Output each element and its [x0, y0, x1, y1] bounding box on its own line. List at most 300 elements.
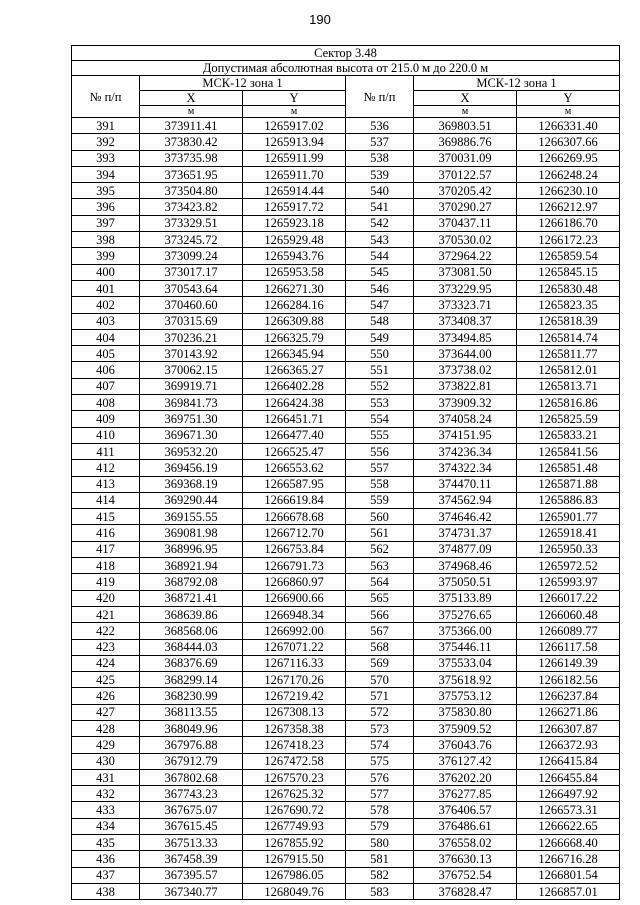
x-left: 373329.51: [140, 215, 243, 231]
point-number-left: 417: [72, 541, 140, 557]
y-right: 1266372.93: [517, 737, 620, 753]
column-header-x-left: X: [140, 91, 243, 106]
y-left: 1266271.30: [243, 280, 346, 296]
x-right: 376127.42: [414, 753, 517, 769]
point-number-left: 413: [72, 476, 140, 492]
table-row: [72, 623, 620, 639]
x-left: 367675.07: [140, 802, 243, 818]
y-right: 1266331.40: [517, 118, 620, 134]
y-left: 1267690.72: [243, 802, 346, 818]
point-number-left: 437: [72, 867, 140, 883]
x-left: 369532.20: [140, 443, 243, 459]
x-left: 367743.23: [140, 786, 243, 802]
y-left: 1265917.72: [243, 199, 346, 215]
y-right: 1265950.33: [517, 541, 620, 557]
x-right: 376558.02: [414, 835, 517, 851]
point-number-right: 563: [346, 558, 414, 574]
x-right: 370290.27: [414, 199, 517, 215]
y-right: 1265830.48: [517, 280, 620, 296]
x-left: 369290.44: [140, 492, 243, 508]
point-number-left: 406: [72, 362, 140, 378]
column-header-y-right: Y: [517, 91, 620, 106]
y-right: 1266017.22: [517, 590, 620, 606]
x-left: 370143.92: [140, 346, 243, 362]
y-left: 1265917.02: [243, 118, 346, 134]
point-number-right: 554: [346, 411, 414, 427]
x-left: 368568.06: [140, 623, 243, 639]
point-number-left: 404: [72, 329, 140, 345]
point-number-right: 555: [346, 427, 414, 443]
point-number-right: 550: [346, 346, 414, 362]
x-right: 374236.34: [414, 443, 517, 459]
table-row: [72, 818, 620, 834]
table-row: [72, 606, 620, 622]
point-number-right: 562: [346, 541, 414, 557]
point-number-right: 540: [346, 183, 414, 199]
table-row: [72, 720, 620, 736]
x-right: 375050.51: [414, 574, 517, 590]
table-row: [72, 525, 620, 541]
y-left: 1266402.28: [243, 378, 346, 394]
point-number-right: 578: [346, 802, 414, 818]
point-number-right: 568: [346, 639, 414, 655]
point-number-right: 576: [346, 769, 414, 785]
y-right: 1265818.39: [517, 313, 620, 329]
x-left: 373423.82: [140, 199, 243, 215]
y-right: 1265813.71: [517, 378, 620, 394]
point-number-left: 431: [72, 769, 140, 785]
coordinates-table: [71, 45, 620, 900]
x-left: 373735.98: [140, 150, 243, 166]
table-row: [72, 411, 620, 427]
unit-y-right: м: [517, 106, 620, 118]
x-left: 369456.19: [140, 460, 243, 476]
point-number-right: 537: [346, 134, 414, 150]
x-left: 369751.30: [140, 411, 243, 427]
x-left: 373099.24: [140, 248, 243, 264]
point-number-left: 416: [72, 525, 140, 541]
y-right: 1266186.70: [517, 215, 620, 231]
table-row: [72, 248, 620, 264]
table-row: [72, 232, 620, 248]
x-right: 374058.24: [414, 411, 517, 427]
y-left: 1265913.94: [243, 134, 346, 150]
x-left: 368639.86: [140, 606, 243, 622]
x-left: 367802.68: [140, 769, 243, 785]
point-number-left: 424: [72, 655, 140, 671]
y-left: 1266587.95: [243, 476, 346, 492]
x-right: 374322.34: [414, 460, 517, 476]
point-number-right: 561: [346, 525, 414, 541]
y-left: 1267116.33: [243, 655, 346, 671]
point-number-right: 553: [346, 395, 414, 411]
x-left: 369155.55: [140, 509, 243, 525]
y-right: 1266801.54: [517, 867, 620, 883]
y-right: 1266573.31: [517, 802, 620, 818]
point-number-left: 396: [72, 199, 140, 215]
y-right: 1266307.87: [517, 720, 620, 736]
point-number-right: 542: [346, 215, 414, 231]
table-row: [72, 329, 620, 345]
point-number-left: 407: [72, 378, 140, 394]
point-number-right: 567: [346, 623, 414, 639]
y-right: 1266237.84: [517, 688, 620, 704]
y-left: 1266678.68: [243, 509, 346, 525]
x-right: 374562.94: [414, 492, 517, 508]
point-number-right: 545: [346, 264, 414, 280]
point-number-right: 538: [346, 150, 414, 166]
y-right: 1266212.97: [517, 199, 620, 215]
table-row: [72, 362, 620, 378]
point-number-right: 548: [346, 313, 414, 329]
y-left: 1267170.26: [243, 672, 346, 688]
point-number-right: 574: [346, 737, 414, 753]
x-right: 374877.09: [414, 541, 517, 557]
point-number-left: 438: [72, 883, 140, 899]
y-right: 1266269.95: [517, 150, 620, 166]
table-row: [72, 150, 620, 166]
y-left: 1265943.76: [243, 248, 346, 264]
x-left: 370315.69: [140, 313, 243, 329]
point-number-left: 435: [72, 835, 140, 851]
x-left: 368792.08: [140, 574, 243, 590]
point-number-right: 559: [346, 492, 414, 508]
point-number-left: 427: [72, 704, 140, 720]
y-left: 1266451.71: [243, 411, 346, 427]
table-row: [72, 134, 620, 150]
y-left: 1266525.47: [243, 443, 346, 459]
table-row: [72, 280, 620, 296]
x-left: 367458.39: [140, 851, 243, 867]
y-right: 1265811.77: [517, 346, 620, 362]
x-left: 369919.71: [140, 378, 243, 394]
table-row: [72, 867, 620, 883]
x-left: 368921.94: [140, 558, 243, 574]
x-right: 376486.61: [414, 818, 517, 834]
table-row: [72, 883, 620, 899]
y-left: 1266948.34: [243, 606, 346, 622]
unit-y-left: м: [243, 106, 346, 118]
y-left: 1265914.44: [243, 183, 346, 199]
point-number-right: 570: [346, 672, 414, 688]
y-left: 1267071.22: [243, 639, 346, 655]
y-right: 1266271.86: [517, 704, 620, 720]
crs-header-left: МСК-12 зона 1: [140, 76, 346, 91]
table-row: [72, 769, 620, 785]
x-right: 375830.80: [414, 704, 517, 720]
table-row: [72, 655, 620, 671]
point-number-left: 419: [72, 574, 140, 590]
point-number-right: 558: [346, 476, 414, 492]
point-number-left: 414: [72, 492, 140, 508]
x-right: 375276.65: [414, 606, 517, 622]
y-right: 1266230.10: [517, 183, 620, 199]
point-number-left: 391: [72, 118, 140, 134]
y-right: 1266149.39: [517, 655, 620, 671]
x-left: 368721.41: [140, 590, 243, 606]
y-left: 1266553.62: [243, 460, 346, 476]
table-row: [72, 558, 620, 574]
y-right: 1265845.15: [517, 264, 620, 280]
point-number-right: 580: [346, 835, 414, 851]
y-right: 1266668.40: [517, 835, 620, 851]
y-right: 1266622.65: [517, 818, 620, 834]
table-row: [72, 835, 620, 851]
point-number-left: 432: [72, 786, 140, 802]
x-left: 370062.15: [140, 362, 243, 378]
x-right: 376752.54: [414, 867, 517, 883]
x-right: 376043.76: [414, 737, 517, 753]
y-right: 1266497.92: [517, 786, 620, 802]
y-right: 1266415.84: [517, 753, 620, 769]
x-left: 368113.55: [140, 704, 243, 720]
y-left: 1267625.32: [243, 786, 346, 802]
x-right: 374968.46: [414, 558, 517, 574]
x-right: 375133.89: [414, 590, 517, 606]
y-left: 1267472.58: [243, 753, 346, 769]
table-row: [72, 786, 620, 802]
x-right: 376828.47: [414, 883, 517, 899]
x-right: 370205.42: [414, 183, 517, 199]
y-left: 1265911.99: [243, 150, 346, 166]
x-right: 376202.20: [414, 769, 517, 785]
y-right: 1265851.48: [517, 460, 620, 476]
y-left: 1267986.05: [243, 867, 346, 883]
point-number-right: 544: [346, 248, 414, 264]
x-right: 374470.11: [414, 476, 517, 492]
y-left: 1266325.79: [243, 329, 346, 345]
column-header-number-left: № п/п: [72, 76, 140, 118]
point-number-right: 564: [346, 574, 414, 590]
point-number-right: 579: [346, 818, 414, 834]
x-right: 369886.76: [414, 134, 517, 150]
point-number-right: 539: [346, 166, 414, 182]
x-left: 368049.96: [140, 720, 243, 736]
point-number-left: 423: [72, 639, 140, 655]
x-right: 375909.52: [414, 720, 517, 736]
x-left: 369841.73: [140, 395, 243, 411]
point-number-left: 426: [72, 688, 140, 704]
point-number-right: 565: [346, 590, 414, 606]
y-left: 1266284.16: [243, 297, 346, 313]
point-number-left: 420: [72, 590, 140, 606]
y-right: 1265859.54: [517, 248, 620, 264]
point-number-left: 393: [72, 150, 140, 166]
point-number-right: 560: [346, 509, 414, 525]
y-right: 1265823.35: [517, 297, 620, 313]
point-number-left: 409: [72, 411, 140, 427]
x-right: 375618.92: [414, 672, 517, 688]
y-left: 1266992.00: [243, 623, 346, 639]
x-left: 367976.88: [140, 737, 243, 753]
x-left: 373017.17: [140, 264, 243, 280]
point-number-left: 392: [72, 134, 140, 150]
x-left: 367513.33: [140, 835, 243, 851]
point-number-right: 552: [346, 378, 414, 394]
x-right: 370437.11: [414, 215, 517, 231]
point-number-right: 547: [346, 297, 414, 313]
column-header-y-left: Y: [243, 91, 346, 106]
point-number-left: 402: [72, 297, 140, 313]
table-row: [72, 118, 620, 134]
x-left: 373245.72: [140, 232, 243, 248]
point-number-right: 546: [346, 280, 414, 296]
table-row: [72, 704, 620, 720]
point-number-left: 408: [72, 395, 140, 411]
y-left: 1267749.93: [243, 818, 346, 834]
unit-x-right: м: [414, 106, 517, 118]
y-right: 1266182.56: [517, 672, 620, 688]
table-row: [72, 541, 620, 557]
y-left: 1265929.48: [243, 232, 346, 248]
x-right: 370530.02: [414, 232, 517, 248]
point-number-left: 428: [72, 720, 140, 736]
y-left: 1266309.88: [243, 313, 346, 329]
y-left: 1267219.42: [243, 688, 346, 704]
point-number-right: 572: [346, 704, 414, 720]
table-row: [72, 427, 620, 443]
y-left: 1266791.73: [243, 558, 346, 574]
point-number-right: 581: [346, 851, 414, 867]
point-number-left: 395: [72, 183, 140, 199]
x-right: 375533.04: [414, 655, 517, 671]
y-right: 1266455.84: [517, 769, 620, 785]
sector-title: Сектор 3.48: [72, 46, 620, 61]
y-right: 1265825.59: [517, 411, 620, 427]
point-number-left: 436: [72, 851, 140, 867]
x-right: 370122.57: [414, 166, 517, 182]
point-number-right: 543: [346, 232, 414, 248]
x-left: 369368.19: [140, 476, 243, 492]
y-left: 1266753.84: [243, 541, 346, 557]
point-number-left: 425: [72, 672, 140, 688]
y-left: 1267855.92: [243, 835, 346, 851]
x-right: 372964.22: [414, 248, 517, 264]
x-right: 373229.95: [414, 280, 517, 296]
y-right: 1265972.52: [517, 558, 620, 574]
table-row: [72, 215, 620, 231]
point-number-right: 541: [346, 199, 414, 215]
point-number-left: 418: [72, 558, 140, 574]
table-row: [72, 460, 620, 476]
table-row: [72, 166, 620, 182]
x-left: 367395.57: [140, 867, 243, 883]
y-left: 1266619.84: [243, 492, 346, 508]
table-row: [72, 737, 620, 753]
y-left: 1265923.18: [243, 215, 346, 231]
y-right: 1265993.97: [517, 574, 620, 590]
table-row: [72, 264, 620, 280]
point-number-right: 536: [346, 118, 414, 134]
point-number-left: 401: [72, 280, 140, 296]
x-right: 373909.32: [414, 395, 517, 411]
table-row: [72, 492, 620, 508]
table-row: [72, 183, 620, 199]
x-left: 367615.45: [140, 818, 243, 834]
x-left: 367912.79: [140, 753, 243, 769]
y-left: 1266345.94: [243, 346, 346, 362]
point-number-right: 569: [346, 655, 414, 671]
y-right: 1266117.58: [517, 639, 620, 655]
column-header-x-right: X: [414, 91, 517, 106]
x-right: 373494.85: [414, 329, 517, 345]
point-number-left: 421: [72, 606, 140, 622]
point-number-right: 557: [346, 460, 414, 476]
point-number-left: 394: [72, 166, 140, 182]
page-number: 190: [309, 12, 331, 27]
y-right: 1265816.86: [517, 395, 620, 411]
x-right: 373408.37: [414, 313, 517, 329]
x-left: 368230.99: [140, 688, 243, 704]
x-right: 374646.42: [414, 509, 517, 525]
y-right: 1265901.77: [517, 509, 620, 525]
y-left: 1267418.23: [243, 737, 346, 753]
table-row: [72, 378, 620, 394]
y-left: 1268049.76: [243, 883, 346, 899]
y-right: 1266060.48: [517, 606, 620, 622]
point-number-right: 551: [346, 362, 414, 378]
y-right: 1265814.74: [517, 329, 620, 345]
crs-header-right: МСК-12 зона 1: [414, 76, 620, 91]
table-row: [72, 509, 620, 525]
x-right: 373822.81: [414, 378, 517, 394]
y-left: 1267915.50: [243, 851, 346, 867]
y-left: 1266860.97: [243, 574, 346, 590]
x-left: 368996.95: [140, 541, 243, 557]
column-header-number-right: № п/п: [346, 76, 414, 118]
unit-x-left: м: [140, 106, 243, 118]
y-right: 1265871.88: [517, 476, 620, 492]
x-left: 370460.60: [140, 297, 243, 313]
x-left: 367340.77: [140, 883, 243, 899]
y-left: 1266365.27: [243, 362, 346, 378]
point-number-right: 556: [346, 443, 414, 459]
x-left: 370236.21: [140, 329, 243, 345]
point-number-left: 433: [72, 802, 140, 818]
point-number-right: 583: [346, 883, 414, 899]
point-number-left: 410: [72, 427, 140, 443]
x-left: 373911.41: [140, 118, 243, 134]
x-right: 373644.00: [414, 346, 517, 362]
x-right: 370031.09: [414, 150, 517, 166]
table-row: [72, 574, 620, 590]
table-row: [72, 346, 620, 362]
point-number-right: 577: [346, 786, 414, 802]
x-left: 373504.80: [140, 183, 243, 199]
x-right: 375446.11: [414, 639, 517, 655]
y-left: 1265911.70: [243, 166, 346, 182]
coordinates-table-body: [72, 118, 620, 900]
table-row: [72, 476, 620, 492]
table-row: [72, 395, 620, 411]
y-left: 1266477.40: [243, 427, 346, 443]
point-number-left: 434: [72, 818, 140, 834]
y-left: 1267570.23: [243, 769, 346, 785]
table-row: [72, 851, 620, 867]
x-left: 373651.95: [140, 166, 243, 182]
point-number-left: 405: [72, 346, 140, 362]
y-left: 1267358.38: [243, 720, 346, 736]
y-right: 1265886.83: [517, 492, 620, 508]
height-range-caption: Допустимая абсолютная высота от 215.0 м до 220.0 м: [72, 61, 620, 76]
x-right: 374151.95: [414, 427, 517, 443]
y-left: 1266900.66: [243, 590, 346, 606]
table-row: [72, 753, 620, 769]
y-right: 1266172.23: [517, 232, 620, 248]
x-left: 368444.03: [140, 639, 243, 655]
y-right: 1265812.01: [517, 362, 620, 378]
x-left: 368299.14: [140, 672, 243, 688]
